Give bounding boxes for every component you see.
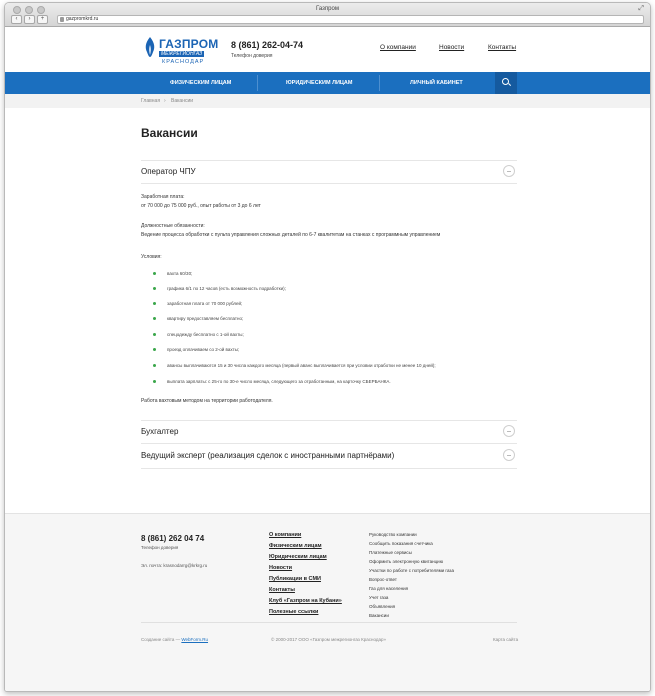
footer-service-link[interactable]: Сообщить показания счетчика: [369, 541, 433, 546]
bullet-icon: [153, 333, 156, 336]
bullet-icon: [153, 364, 156, 367]
salary-label: Заработная плата:: [141, 194, 185, 200]
menu-divider: [257, 75, 258, 91]
bullet-icon: [153, 380, 156, 383]
header-link-news[interactable]: Новости: [439, 44, 465, 51]
logo-name: ГАЗПРОМ: [159, 37, 219, 51]
search-icon: [502, 78, 509, 85]
duties-value: Ведение процесса обработки с пульта управления сложных деталей по 6-7 квалитетам на станках с программным управлением: [141, 232, 441, 238]
footer-service-link[interactable]: Руководство компании: [369, 532, 417, 537]
footer-link[interactable]: Контакты: [269, 587, 295, 593]
footer-link[interactable]: Полезные ссылки: [269, 609, 319, 615]
footer-service-link[interactable]: Оформить электронную квитанцию: [369, 559, 444, 564]
gazprom-logo[interactable]: [142, 36, 230, 66]
site: [5, 28, 651, 642]
bullet-icon: [153, 317, 156, 320]
search-button[interactable]: [495, 72, 517, 94]
condition-item: графика 6/1 по 12 часов (есть возможность подработки);: [167, 286, 286, 291]
breadcrumb-home[interactable]: Главная: [141, 98, 161, 104]
url-text: gazpromkrd.ru: [66, 16, 99, 22]
vacancy-title: Бухгалтер: [141, 427, 179, 436]
logo-sub: МЕЖРЕГИОНГАЗ: [161, 51, 203, 57]
header-phone-note: Телефон доверия: [231, 53, 273, 59]
bullet-icon: [153, 302, 156, 305]
footer-created: [141, 637, 208, 642]
conditions-label: Условия:: [141, 254, 162, 260]
footer-service-link[interactable]: Учет газа: [369, 595, 389, 600]
footer-link[interactable]: О компании: [269, 532, 302, 538]
main-menu: [5, 72, 651, 94]
salary-value: от 70 000 до 75 000 руб., опыт работы от 3 до 6 лет: [141, 203, 261, 209]
condition-item: вахта 60/30;: [167, 271, 193, 276]
logo-city: КРАСНОДАР: [162, 59, 205, 65]
address-bar[interactable]: [57, 15, 644, 24]
menu-divider: [379, 75, 380, 91]
browser-titlebar: [5, 3, 650, 27]
vacancy-header-accountant[interactable]: [141, 420, 517, 444]
bullet-icon: [153, 272, 156, 275]
condition-item: выплата зарплаты: с 25-го по 30-е число месяца, следующего за отработанным, на карточку СБЕРБАНКА.: [167, 379, 391, 384]
created-label: Создание сайта —: [141, 637, 181, 642]
collapse-icon[interactable]: [503, 165, 515, 177]
page-title: Вакансии: [141, 126, 198, 140]
footer-link[interactable]: Физическим лицам: [269, 543, 322, 549]
menu-item-account[interactable]: ЛИЧНЫЙ КАБИНЕТ: [410, 80, 463, 86]
forward-button[interactable]: ›: [24, 15, 35, 24]
footer-divider: [141, 622, 517, 623]
breadcrumb-separator: ›: [164, 98, 166, 104]
footer-phone-note: Телефон доверия: [141, 545, 179, 550]
footer-service-link[interactable]: Участки по работе с потребителями газа: [369, 568, 454, 573]
site-header: [5, 28, 651, 72]
lock-icon: [60, 17, 64, 22]
vacancy-title: Оператор ЧПУ: [141, 167, 196, 176]
condition-item: спецодежду бесплатно с 1-ой вахты;: [167, 332, 244, 337]
expand-icon[interactable]: [503, 449, 515, 461]
breadcrumb: [5, 94, 651, 108]
developer-link[interactable]: WebForm.Ru: [181, 637, 209, 642]
window-title: Газпром: [316, 6, 339, 12]
condition-item: авансы выплачиваются 15 и 30 числа каждого месяца (первый аванс выплачивается при условии отработки не менее 10 дней);: [167, 363, 436, 368]
browser-nav: [11, 15, 48, 24]
footer-email[interactable]: Эл. почта: krasnodarrg@krkrg.ru: [141, 563, 208, 568]
sitemap-link[interactable]: Карта сайта: [493, 637, 519, 642]
footer-link[interactable]: Юридическим лицам: [269, 554, 327, 560]
footer-service-link[interactable]: Вопрос-ответ: [369, 577, 397, 582]
footer-service-link[interactable]: Газ для населения: [369, 586, 409, 591]
duties-label: Должностные обязанности:: [141, 223, 205, 229]
fullscreen-icon[interactable]: ⤢: [638, 5, 644, 12]
header-phone[interactable]: 8 (861) 262-04-74: [231, 40, 304, 50]
footer-copyright: © 2000-2017 ООО «Газпром межрегионгаз Краснодар»: [271, 637, 386, 642]
menu-item-legal[interactable]: ЮРИДИЧЕСКИМ ЛИЦАМ: [286, 80, 353, 86]
bullet-icon: [153, 287, 156, 290]
footer-service-link[interactable]: Объявления: [369, 604, 396, 609]
footer-phone[interactable]: 8 (861) 262 04 74: [141, 534, 205, 543]
menu-item-individuals[interactable]: ФИЗИЧЕСКИМ ЛИЦАМ: [170, 80, 232, 86]
vacancy-header-cnc[interactable]: [141, 160, 517, 184]
footer-link[interactable]: Новости: [269, 565, 293, 571]
vacancy-title: Ведущий эксперт (реализация сделок с иностранными партнёрами): [141, 451, 395, 460]
header-link-about[interactable]: О компании: [380, 44, 416, 51]
condition-item: заработная плата от 70 000 рублей;: [167, 301, 243, 306]
site-footer: [5, 513, 651, 692]
footer-link[interactable]: Клуб «Газпром на Кубани»: [269, 598, 342, 604]
condition-item: проезд оплачиваем со 2-ой вахты;: [167, 347, 240, 352]
footer-service-link[interactable]: Вакансии: [369, 613, 389, 618]
flame-icon: [142, 36, 158, 58]
condition-item: квартиру предоставляем бесплатно;: [167, 316, 244, 321]
header-link-contacts[interactable]: Контакты: [488, 44, 517, 51]
new-tab-button[interactable]: +: [37, 15, 48, 24]
main-content: [5, 108, 651, 518]
expand-icon[interactable]: [503, 425, 515, 437]
footer-link[interactable]: Публикации в СМИ: [269, 576, 321, 582]
bullet-icon: [153, 348, 156, 351]
footer-service-link[interactable]: Платежные сервисы: [369, 550, 412, 555]
back-button[interactable]: ‹: [11, 15, 22, 24]
browser-window: [4, 2, 651, 692]
vacancy-header-expert[interactable]: [141, 445, 517, 469]
breadcrumb-current: Вакансии: [171, 98, 194, 104]
vacancy-note: Работа вахтовым методом на территории работодателя.: [141, 398, 273, 404]
